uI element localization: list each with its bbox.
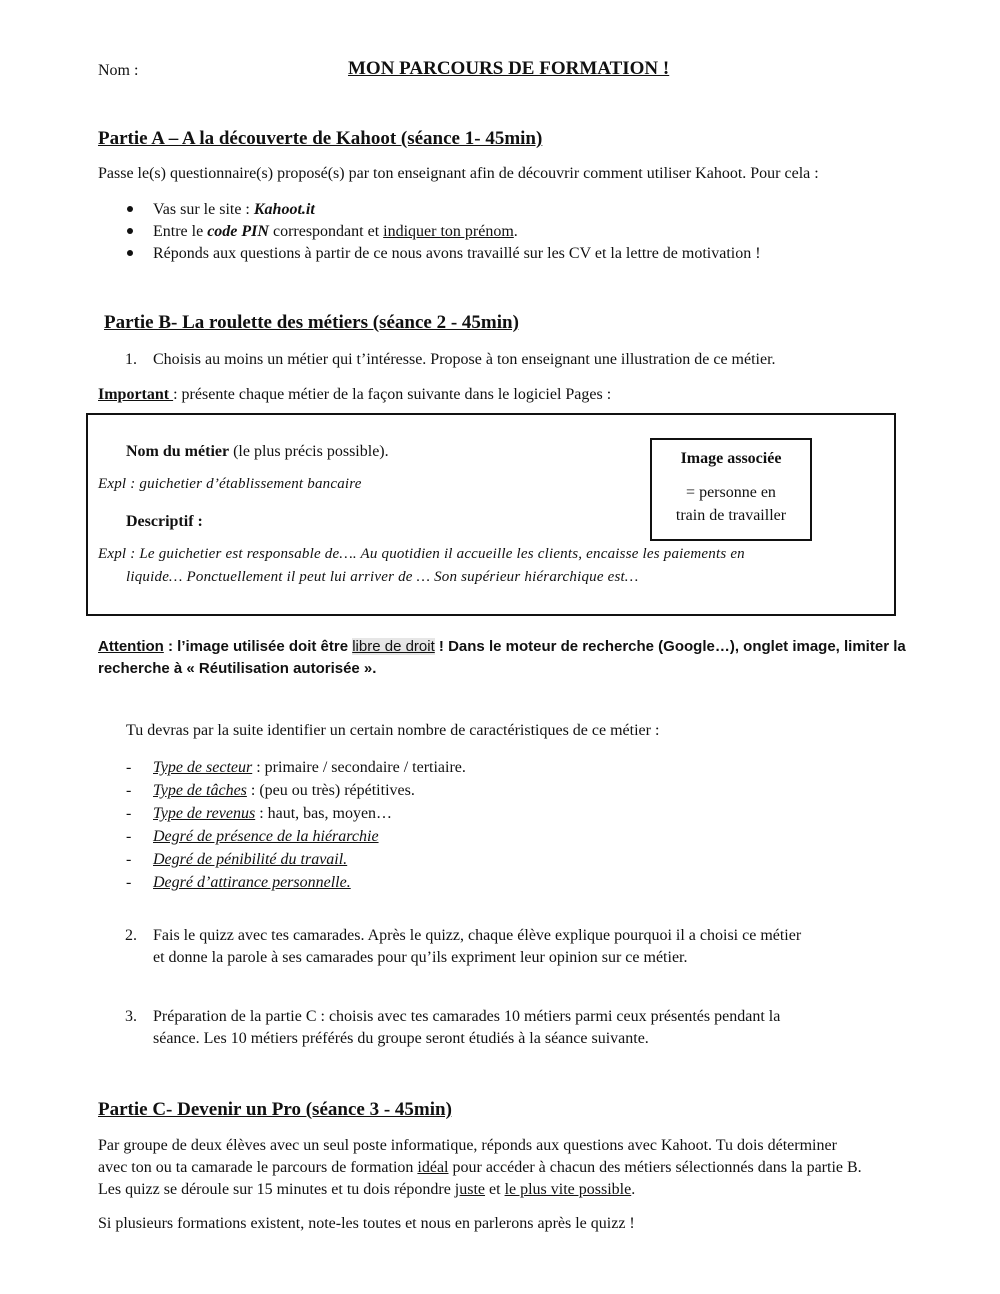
partA-bullet-3: Réponds aux questions à partir de ce nous avons travaillé sur les CV et la lettre de motivation ! [153, 245, 761, 262]
image-box-line2: train de travailler [675, 507, 787, 524]
partC-line2 [98, 1157, 862, 1179]
list-dash: - [126, 874, 132, 891]
partC-text: pour accéder à chacun des métiers sélectionnés dans la partie B. [448, 1159, 862, 1176]
partB-item3-line2: séance. Les 10 métiers préférés du groupe seront étudiés à la séance suivante. [153, 1030, 649, 1047]
partA-bullet-2 [153, 221, 518, 243]
image-box-line1: = personne en [686, 484, 776, 501]
image-box-title: Image associée [680, 450, 782, 467]
ideal-underlined: idéal [417, 1159, 449, 1176]
partB-item1-num: 1. [125, 351, 137, 368]
bullet-icon [127, 250, 133, 256]
important-text: : présente chaque métier de la façon suivante dans le logiciel Pages : [173, 386, 612, 403]
partA-heading: Partie A – A la découverte de Kahoot (séance 1- 45min) [98, 128, 543, 149]
bullet-text: Vas sur le site : [153, 201, 254, 218]
list-item [153, 803, 392, 825]
carac-rest: : (peu ou très) répétitives. [246, 782, 415, 799]
attention-label: Attention [98, 638, 164, 655]
list-dash: - [126, 759, 132, 776]
name-label: Nom : [98, 62, 139, 79]
partA-bullet-1 [153, 199, 315, 221]
attention-line1 [98, 638, 906, 655]
partC-line1: Par groupe de deux élèves avec un seul poste informatique, réponds aux questions avec Kahoot. Tu dois déterminer [98, 1137, 837, 1154]
list-item [153, 872, 351, 894]
bullet-text: Entre le [153, 223, 208, 240]
carac-intro: Tu devras par la suite identifier un certain nombre de caractéristiques de ce métier : [126, 722, 660, 739]
example-1: Expl : guichetier d’établissement bancaire [98, 476, 362, 492]
list-dash: - [126, 851, 132, 868]
partC-heading: Partie C- Devenir un Pro (séance 3 - 45min) [98, 1099, 452, 1120]
kahoot-site: Kahoot.it [253, 201, 315, 218]
list-item [153, 849, 347, 871]
libre-de-droit-highlight: libre de droit [352, 638, 435, 655]
important-label: Important [98, 386, 174, 403]
bullet-icon [127, 206, 133, 212]
attention-line2: recherche à « Réutilisation autorisée ». [98, 660, 377, 677]
list-dash: - [126, 782, 132, 799]
carac-label: Type de tâches [153, 782, 247, 799]
partC-text: Les quizz se déroule sur 15 minutes et tu dois répondre [98, 1181, 455, 1198]
list-item [153, 757, 466, 779]
partC-line3 [98, 1179, 635, 1201]
bullet-text: . [513, 223, 518, 240]
partC-text: et [485, 1181, 505, 1198]
partA-intro: Passe le(s) questionnaire(s) proposé(s) par ton enseignant afin de découvrir comment utiliser Kahoot. Pour cela : [98, 165, 819, 182]
partB-item2-line2: et donne la parole à ses camarades pour qu’ils expriment leur opinion sur ce métier. [153, 949, 688, 966]
carac-label: Degré de présence de la hiérarchie [153, 828, 379, 845]
partB-item2-num: 2. [125, 927, 137, 944]
partB-heading: Partie B- La roulette des métiers (séance 2 - 45min) [104, 312, 519, 333]
partC-line4: Si plusieurs formations existent, note-les toutes et nous en parlerons après le quizz ! [98, 1215, 635, 1232]
list-item [153, 780, 415, 802]
attention-text: ! Dans le moteur de recherche (Google…), onglet image, limiter la [434, 638, 906, 655]
vite-underlined: le plus vite possible [504, 1181, 632, 1198]
partB-item3-num: 3. [125, 1008, 137, 1025]
important-line [98, 384, 611, 406]
code-pin: code PIN [207, 223, 269, 240]
juste-underlined: juste [454, 1181, 486, 1198]
carac-label: Type de secteur [153, 759, 253, 776]
example-2-line1: Expl : Le guichetier est responsable de…. Au quotidien il accueille les clients, encaisse les paiements en [98, 546, 745, 562]
list-item [153, 826, 379, 848]
nom-metier-hint: (le plus précis possible). [229, 443, 389, 460]
partB-item2-line1: Fais le quizz avec tes camarades. Après le quizz, chaque élève explique pourquoi il a choisi ce métier [153, 927, 802, 944]
list-dash: - [126, 805, 132, 822]
bullet-underlined: indiquer ton prénom [383, 223, 514, 240]
descriptif-label: Descriptif : [126, 513, 203, 530]
attention-text: : l’image utilisée doit être [163, 638, 353, 655]
example-2-line2: liquide… Ponctuellement il peut lui arriver de … Son supérieur hiérarchique est… [126, 569, 639, 585]
bullet-text: correspondant et [268, 223, 384, 240]
partC-text: avec ton ou ta camarade le parcours de formation [98, 1159, 418, 1176]
carac-rest: : primaire / secondaire / tertiaire. [252, 759, 466, 776]
carac-label: Degré de pénibilité du travail. [153, 851, 348, 868]
nom-metier-label: Nom du métier [126, 443, 230, 460]
partB-item3-line1: Préparation de la partie C : choisis avec tes camarades 10 métiers parmi ceux présentés pendant la [153, 1008, 781, 1025]
carac-label: Type de revenus [153, 805, 256, 822]
bullet-icon [127, 228, 133, 234]
partC-text: . [631, 1181, 636, 1198]
list-dash: - [126, 828, 132, 845]
carac-rest: : haut, bas, moyen… [255, 805, 393, 822]
nom-metier-line [126, 441, 389, 463]
page-title: MON PARCOURS DE FORMATION ! [348, 58, 670, 79]
partB-item1: Choisis au moins un métier qui t’intéresse. Propose à ton enseignant une illustration de ce métier. [153, 351, 776, 368]
carac-label: Degré d’attirance personnelle. [153, 874, 351, 891]
